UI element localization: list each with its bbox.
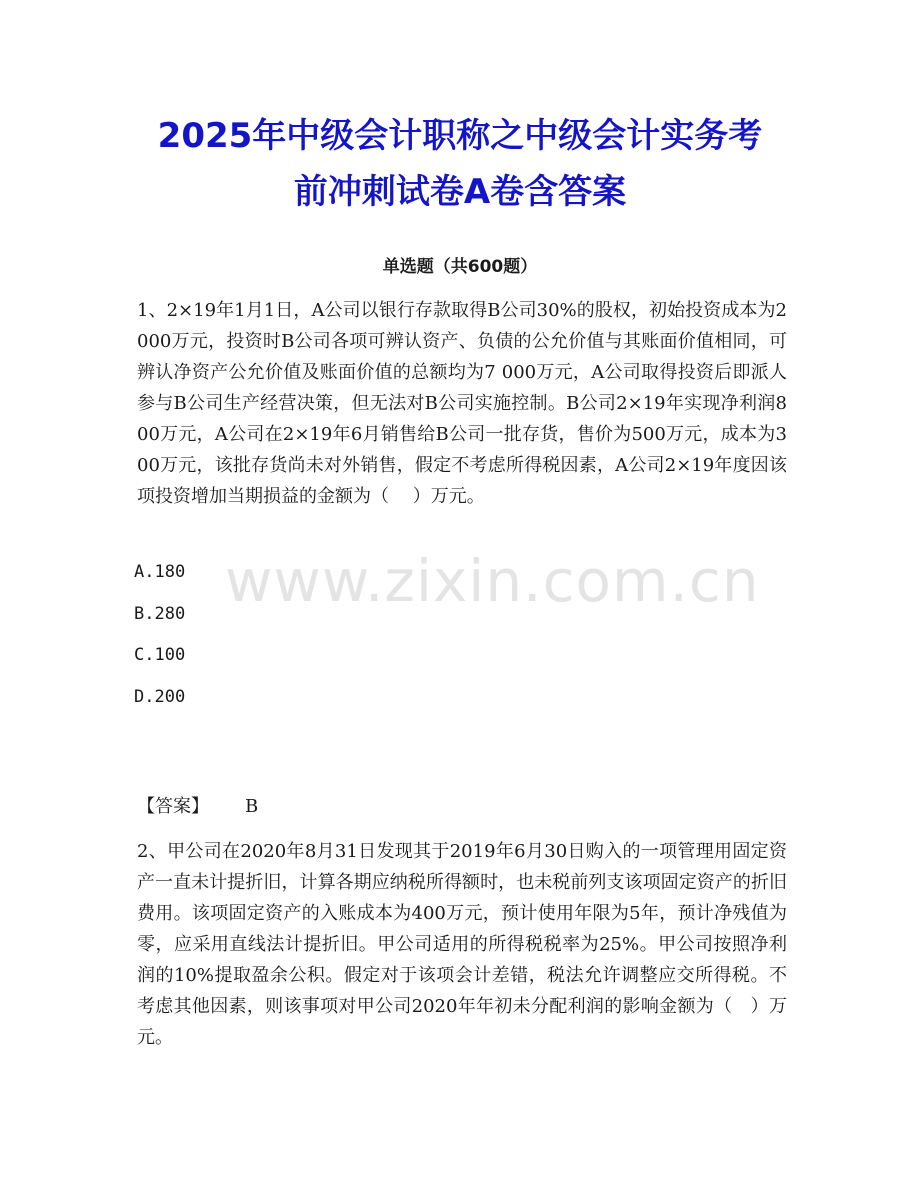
watermark: www.zixin.com.cn (225, 547, 760, 615)
answer-label: 【答案】 (137, 796, 209, 817)
title-line-2: 前冲刺试卷A卷含答案 (293, 172, 627, 212)
question-2-text: 2、甲公司在2020年8月31日发现其于2019年6月30日购入的一项管理用固定资产一直未计提折旧，计算各期应纳税所得额时，也未税前列支该项固定资产的折旧费用。该项固定资产的入账成本为400万元，预计使用年限为5年，预计净残值为零，应采用直线法计提折旧。甲公司适用的所得税税率为25%。甲公司按照净利润的10%提取盈余公积。假定对于该项会计差错，税法允许调整应交所得税。不考虑其他因素，则该事项对甲公司2020年年初未分配利润的影响金额为（ ）万元。 (137, 841, 787, 1048)
option-d: D.200 (134, 686, 186, 707)
question-1-text: 1、2×19年1月1日，A公司以银行存款取得B公司30%的股权，初始投资成本为2 000万元，投资时B公司各项可辨认资产、负债的公允价值与其账面价值相同，可辨认净资产公允价值及账面价值的总额均为7 000万元，A公司取得投资后即派人参与B公司生产经营决策，但无法对B公司实施控制。B公司2×19年实现净利润800万元，A公司在2×19年6月销售给B公司一批存货，售价为500万元，成本为300万元，该批存货尚未对外销售，假定不考虑所得税因素，A公司2×19年度因该项投资增加当期损益的金额为（ ）万元。 (137, 300, 787, 507)
section-heading: 单选题（共600题） (382, 257, 538, 277)
question-1-options (134, 556, 185, 722)
document-title (100, 108, 820, 220)
title-line-1: 2025年中级会计职称之中级会计实务考 (157, 116, 763, 156)
answer-value: B (245, 796, 259, 817)
option-b: B.280 (134, 603, 186, 624)
option-c: C.100 (134, 645, 186, 665)
option-a: A.180 (134, 562, 186, 582)
question-1-answer (137, 792, 258, 822)
